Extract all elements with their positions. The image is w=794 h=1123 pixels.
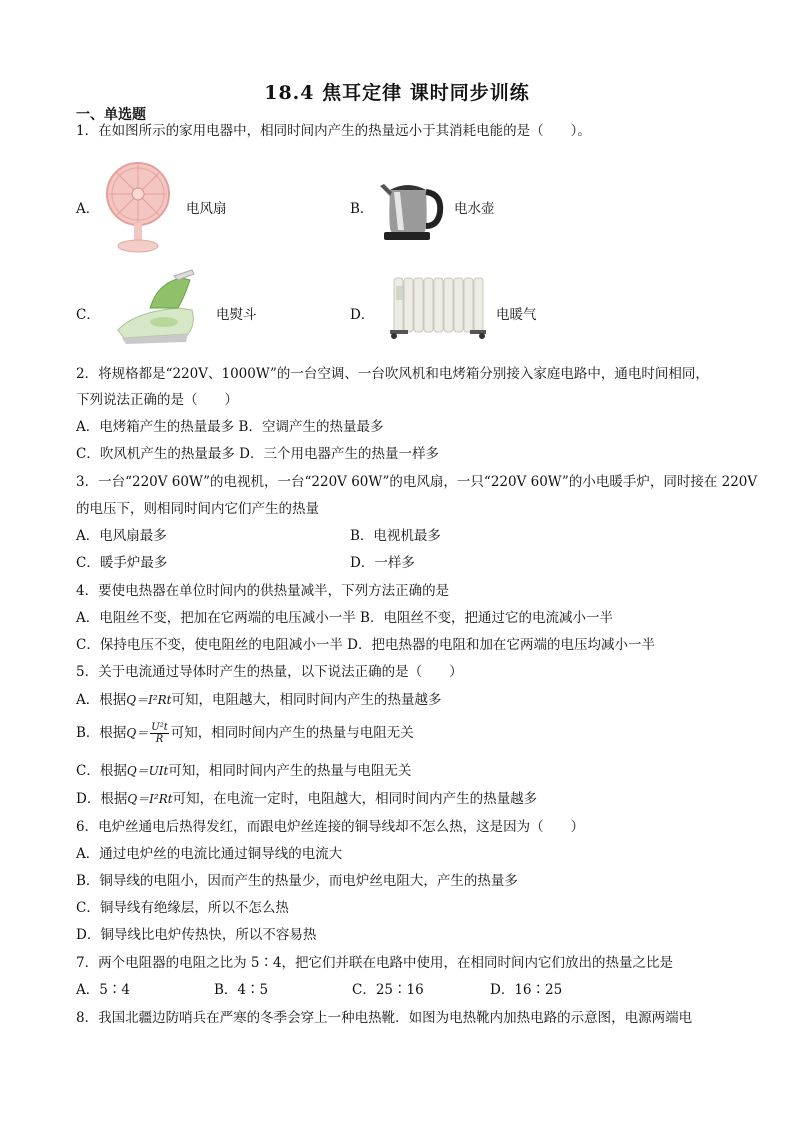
q2-stem-line2: 下列说法正确的是（ ）	[76, 392, 238, 408]
q6-stem: 6．电炉丝通电后热得发红，而跟电炉丝连接的铜导线却不怎么热，这是因为（ ）	[76, 819, 585, 835]
q8-stem: 8．我国北疆边防哨兵在严寒的冬季会穿上一种电热靴．如图为电热靴内加热电路的示意图，电源两端电	[76, 1010, 693, 1026]
q1-option-c-label: C．	[76, 307, 100, 323]
q5-option-d: D．根据Q＝I²Rt可知，在电流一定时，电阻越大，相同时间内产生的热量越多	[76, 791, 538, 807]
q7-stem: 7．两个电阻器的电阻之比为 5∶4，把它们并联在电路中使用，在相同时间内它们放出的热量之比是	[76, 955, 674, 971]
q3-option-a: A．电风扇最多	[76, 528, 167, 544]
q7-option-c: C．25∶16	[352, 982, 424, 998]
q1-option-d-text: 电暖气	[496, 307, 537, 323]
q1-stem: 1．在如图所示的家用电器中，相同时间内产生的热量远小于其消耗电能的是（ ）。	[76, 123, 591, 139]
q5-c-formula: Q＝UIt	[126, 764, 169, 778]
q6-option-c: C．铜导线有绝缘层，所以不怎么热	[76, 900, 289, 916]
iron-image	[114, 268, 200, 350]
q3-option-d: D．一样多	[350, 555, 415, 571]
q2-stem-line1: 2．将规格都是“220V、1000W”的一台空调、一台吹风机和电烤箱分别接入家庭电路中，通电时间相同，	[76, 366, 709, 382]
q2-options-ab: A．电烤箱产生的热量最多 B．空调产生的热量最多	[76, 419, 384, 435]
q3-option-b: B．电视机最多	[350, 528, 441, 544]
q2-options-cd: C．吹风机产生的热量最多 D．三个用电器产生的热量一样多	[76, 446, 439, 462]
section-heading: 一、单选题	[76, 107, 146, 123]
q5-option-b: B．根据Q＝ $\frac{\text{U²t}}{R}$ 可知，相同时间内产生的热量与电阻无关	[76, 722, 414, 745]
q5-stem: 5．关于电流通过导体时产生的热量，以下说法正确的是（ ）	[76, 664, 463, 680]
q7-option-a: A．5∶4	[76, 982, 130, 998]
q7-option-b: B．4∶5	[214, 982, 269, 998]
q3-stem-line2: 的电压下，则相同时间内它们产生的热量	[76, 501, 319, 517]
q7-option-d: D．16∶25	[490, 982, 563, 998]
q1-option-c-text: 电熨斗	[216, 307, 257, 323]
q4-options-ab: A．电阻丝不变，把加在它两端的电压减小一半 B．电阻丝不变，把通过它的电流减小一半	[76, 610, 613, 626]
q6-option-d: D．铜导线比电炉传热快，所以不容易热	[76, 927, 317, 943]
q1-option-b-text: 电水壶	[454, 201, 495, 217]
q1-option-a-text: 电风扇	[186, 201, 227, 217]
q5-a-formula: Q＝I²Rt	[126, 693, 172, 707]
kettle-image	[380, 170, 446, 242]
q5-option-a: A．根据Q＝I²Rt可知，电阻越大，相同时间内产生的热量越多	[76, 692, 442, 708]
q1-option-b-label: B．	[350, 201, 374, 217]
q6-option-b: B．铜导线的电阻小，因而产生的热量少，而电炉丝电阻大，产生的热量多	[76, 873, 518, 889]
q1-option-d-label: D．	[350, 307, 375, 323]
q5-b-fraction: $\frac{\text{U²t}}{R}$	[151, 722, 168, 745]
q3-stem-line1: 3．一台“220V 60W”的电视机，一台“220V 60W”的电风扇，一只“220V 60W”的小电暖手炉，同时接在 220V	[76, 474, 758, 490]
q1-option-a-label: A．	[76, 201, 100, 217]
fan-image	[102, 160, 174, 256]
q6-option-a: A．通过电炉丝的电流比通过铜导线的电流大	[76, 846, 343, 862]
q3-option-c: C．暖手炉最多	[76, 555, 168, 571]
heater-image	[388, 272, 488, 340]
q4-options-cd: C．保持电压不变，使电阻丝的电阻减小一半 D．把电热器的电阻和加在它两端的电压均减小一半	[76, 637, 655, 653]
page-title: 18.4 焦耳定律 课时同步训练	[264, 82, 530, 104]
q5-d-formula: Q＝I²Rt	[127, 792, 173, 806]
q4-stem: 4．要使电热器在单位时间内的供热量减半，下列方法正确的是	[76, 583, 450, 599]
q5-option-c: C．根据Q＝UIt可知，相同时间内产生的热量与电阻无关	[76, 763, 412, 779]
